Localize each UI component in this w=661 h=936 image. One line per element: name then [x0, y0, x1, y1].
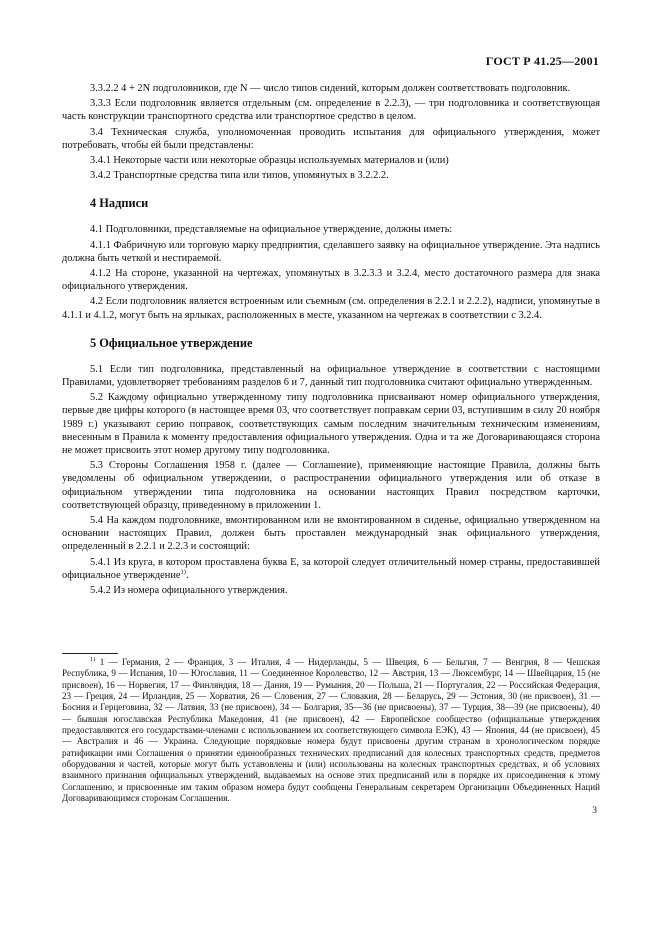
document-body [62, 82, 600, 597]
footnote-divider [62, 653, 118, 654]
paragraph-3-4-2: 3.4.2 Транспортные средства типа или типов, упомянутых в 3.2.2.2. [90, 170, 389, 182]
section-heading-5: 5 Официальное утверждение [90, 335, 253, 350]
paragraph-5-4-1-text: 5.4.1 Из круга, в котором проставлена буква Е, за которой следует отличительный номер страны, предоставившей официальное утверждение [62, 556, 600, 581]
page-number: 3 [592, 806, 597, 816]
paragraph-4-1-1: 4.1.1 Фабричную или торговую марку предприятия, сделавшего заявку на официальное утверждение. Эта надпись должна быть четкой и нестираемой. [62, 239, 600, 264]
paragraph-3-3-3: 3.3.3 Если подголовник является отдельным (см. определение в 2.2.3), — три подголовника и соответствующая часть конструкции транспортного средства или транспортное средство в целом. [62, 98, 600, 123]
paragraph-4-1-2: 4.1.2 На стороне, указанной на чертежах, упомянутых в 3.2.3.3 и 3.2.4, место достаточного размера для знака официального утверждения. [62, 268, 600, 293]
section-heading-4: 4 Надписи [90, 196, 149, 211]
paragraph-5-4: 5.4 На каждом подголовнике, вмонтированном или не вмонтированном в сиденье, официально утвержденном на основании настоящих Правил, должен быть проставлен международный знак официального утверждения, определенный в 2.2.1 и 2.2.3 и состоящий: [62, 515, 600, 553]
paragraph-5-3: 5.3 Стороны Соглашения 1958 г. (далее — Соглашение), применяющие настоящие Правила, должны быть уведомлены об официальном утверждении, о распространении официального утверждения или об отказе в официальном утверждении типа подголовника на основании настоящих Правил посредством карточки, соответствующей образцу, приведенному в приложении 1. [62, 460, 600, 511]
paragraph-5-1: 5.1 Если тип подголовника, представленный на официальное утверждение в соответствии с настоящими Правилами, удовлетворяет требованиям разделов 6 и 7, данный тип подголовника считают официально утвержденным. [62, 363, 600, 389]
paragraph-3-3-2-2: 3.3.2.2 4 + 2N подголовников, где N — число типов сидений, которым должен соответствовать подголовник. [90, 83, 571, 94]
footnote [62, 657, 600, 804]
paragraph-5-4-2: 5.4.2 Из номера официального утверждения. [90, 585, 288, 597]
document-header: ГОСТ Р 41.25—2001 [485, 54, 599, 68]
footnote-marker: 1) [90, 655, 96, 663]
paragraph-5-2: 5.2 Каждому официально утвержденному типу подголовника присваивают номер официального утверждения, первые две цифры которого (в настоящее время 03, что соответствует поправкам серии 03, вступившим в силу 20 ноября 1989 г.) указывают серию поправок, соответствующих самым последним значительным техническим изменениям, внесенным в Правила к моменту предоставления официального утверждения. Одна и та же Договаривающаяся сторона не может присвоить этот номер другому типу подголовника. [62, 392, 600, 457]
paragraph-5-4-1 [62, 556, 600, 582]
paragraph-4-2: 4.2 Если подголовник является встроенным или съемным (см. определения в 2.2.1 и 2.2.2), надписи, упомянутые в 4.1.1 и 4.1.2, могут быть на ярлыках, расположенных в месте, указанном на чертежах в соответствии с 3.2.4. [62, 296, 600, 321]
footnote-text: 1 — Германия, 2 — Франция, 3 — Италия, 4 — Нидерланды, 5 — Швеция, 6 — Бельгия, 7 — Венгрия, 8 — Чешская Республика, 9 — Испания, 10 — Югославия, 11 — Соединенное Королевство, 12 — Австрия, 13 — Люксембург, 14 — Швейцария, 15 (не присвоен), 16 — Норвегия, 17 — Финляндия, 18 — Дания, 19 — Румыния, 20 — Польша, 21 — Португалия, 22 — Российская Федерация, 23 — Греция, 24 — Ирландия, 25 — Хорватия, 26 — Словения, 27 — Словакия, 28 — Беларусь, 29 — Эстония, 30 (не присвоен), 31 — Босния и Герцеговина, 32 — Латвия, 33 (не присвоен), 34 — Болгария, 35—36 (не присвоены), 37 — Турция, 38—39 (не присвоены), 40 — бывшая югославская Республика Македония, 41 (не присвоен), 42 — Европейское сообщество (официальные утверждения предоставляются его государствами-членами с использованием их соответствующего символа ЕЭК), 43 — Япония, 44 (не присвоен), 45 — Австралия и 46 — Украина. Следующие порядковые номера будут присвоены другим странам в хронологическом порядке ратификации ими Соглашения о принятии единообразных технических предписаний для колесных транспортных средств, предметов оборудования и частей, которые могут быть установлены и (или) использованы на колесных транспортных средствах, и об условиях взаимного признания официальных утверждений, выдаваемых на основе этих предписаний или в порядке их присоединения к этому Соглашению, и присвоенные им таким образом номера будут сообщены Генеральным секретарем Организации Объединенных Наций Договаривающимся сторонам Соглашения. [62, 657, 600, 804]
paragraph-5-4-1-end: . [185, 569, 189, 581]
footnote-reference: 1) [180, 568, 186, 576]
paragraph-3-4-1: 3.4.1 Некоторые части или некоторые образцы используемых материалов и (или) [90, 155, 449, 167]
paragraph-3-4: 3.4 Техническая служба, уполномоченная проводить испытания для официального утверждения, может потребовать, чтобы ей были представлены: [62, 126, 600, 151]
paragraph-4-1: 4.1 Подголовники, представляемые на официальное утверждение, должны иметь: [90, 224, 453, 236]
